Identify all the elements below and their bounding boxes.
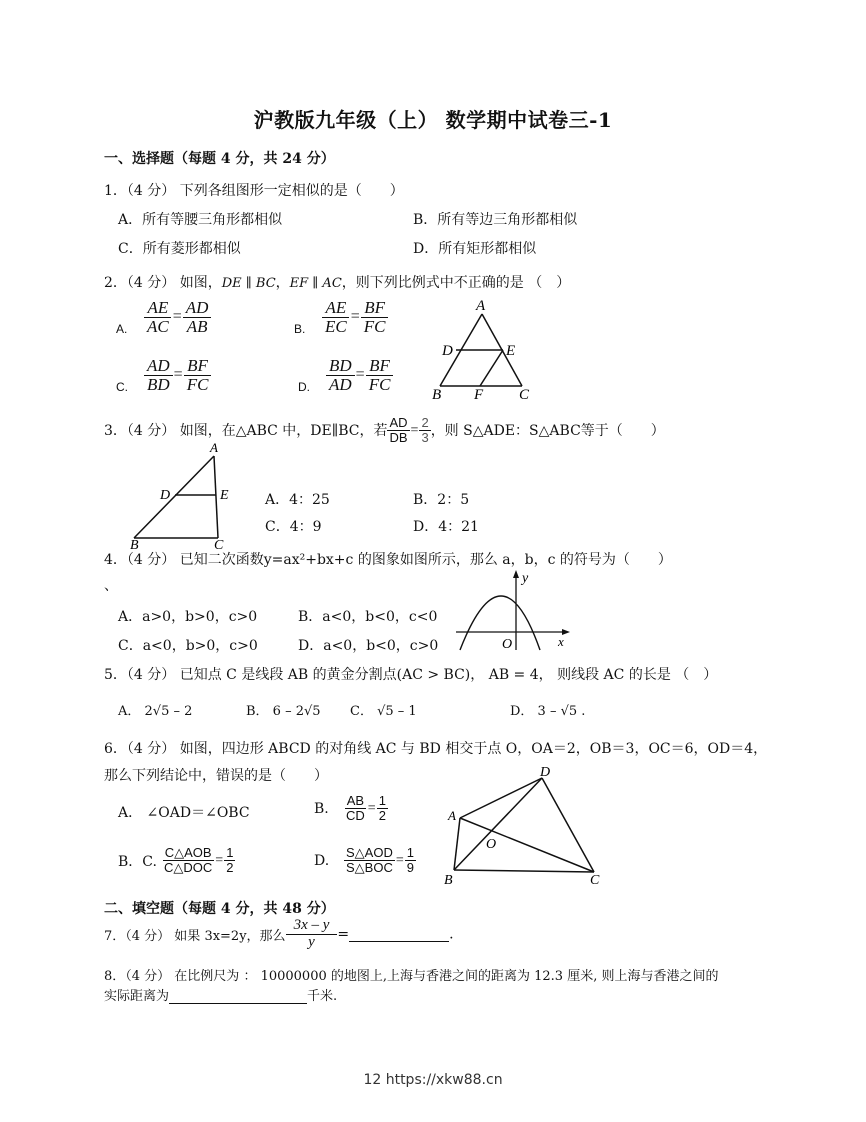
numerator: AD xyxy=(183,299,212,318)
denominator: 2 xyxy=(226,860,234,876)
question-4-stem: 4．（4 分） 已知二次函数y=ax²+bx+c 的图象如图所示，那么 a，b，c 的符号为（ ） xyxy=(104,552,672,568)
label-c: C xyxy=(519,387,530,402)
denominator: 2 xyxy=(378,808,386,824)
question-3-prefix: 3．（4 分） 如图，在△ABC 中，DE∥BC，若 xyxy=(104,422,388,439)
side-bc xyxy=(454,870,594,872)
side-ab xyxy=(454,818,460,870)
numerator: 1 xyxy=(406,845,414,860)
numerator: BF xyxy=(184,357,211,376)
question-1-option-b: B．所有等边三角形都相似 xyxy=(413,212,578,228)
question-2-prefix: 2．（4 分） 如图， xyxy=(104,275,222,291)
ratio-fraction xyxy=(387,416,409,446)
denominator: C△DOC xyxy=(164,860,213,876)
question-6-option-c xyxy=(118,846,235,876)
question-2-stem: 2．（4 分） 如图，DE ∥ BC，EF ∥ AC，则下列比例式中不正确的是 （ ） xyxy=(104,275,571,291)
fraction xyxy=(286,918,338,951)
segment-ef xyxy=(480,350,503,386)
label-f: F xyxy=(474,387,484,402)
question-5-option-c: C． √5 – 1 xyxy=(350,704,417,719)
label-a: A xyxy=(210,440,218,455)
question-8-line-2 xyxy=(104,985,337,1004)
diagonal-ac xyxy=(460,818,594,872)
fraction xyxy=(344,846,395,876)
question-2-relation-1: DE ∥ BC xyxy=(221,276,276,291)
side-ab xyxy=(134,456,214,538)
question-5-option-a: A． 2√5 – 2 xyxy=(118,704,193,719)
fraction xyxy=(326,357,355,394)
fraction xyxy=(144,299,172,336)
answer-blank[interactable] xyxy=(349,917,449,942)
label-origin: O xyxy=(502,637,513,652)
label-c: C xyxy=(590,873,600,888)
question-7-prefix: 7．（4 分） 如果 3x=2y，那么 xyxy=(104,928,286,944)
question-3-option-d: D．4：21 xyxy=(413,519,479,535)
denominator: 9 xyxy=(406,860,414,876)
question-3-option-c: C．4：9 xyxy=(265,519,322,535)
side-ac xyxy=(214,456,218,538)
numerator: AD xyxy=(144,357,173,376)
answer-blank[interactable] xyxy=(169,987,307,1004)
question-8-line-1: 8．（4 分） 在比例尺为 ： 10000000 的地图上,上海与香港之间的距离为 12.3 厘米, 则上海与香港之间的 xyxy=(104,969,719,984)
section-heading-choice: 一、选择题（每题 4 分，共 24 分） xyxy=(104,151,335,167)
numerator: 2 xyxy=(421,415,429,430)
question-6-option-b xyxy=(314,794,388,824)
period: . xyxy=(449,926,454,943)
question-4-option-b: B．a<0，b<0，c<0 xyxy=(298,609,438,625)
fraction xyxy=(183,299,212,336)
equals-sign: = xyxy=(215,852,224,868)
denominator: FC xyxy=(186,374,209,394)
question-3-triangle-figure xyxy=(126,440,236,550)
numerator: BF xyxy=(361,299,388,318)
page-footer: 12 https://xkw88.cn xyxy=(363,1072,503,1088)
label-b: B xyxy=(444,873,453,888)
equals-sign: = xyxy=(395,852,404,868)
question-4-mark: 、 xyxy=(104,578,118,594)
equals-sign: = xyxy=(173,366,183,384)
option-label: B. xyxy=(314,800,329,817)
question-5-option-d: D． 3 – √5 . xyxy=(510,704,586,719)
question-3-option-b: B．2：5 xyxy=(413,492,470,508)
numerator: 1 xyxy=(378,793,386,808)
label-x: x xyxy=(558,634,564,649)
denominator: DB xyxy=(389,430,408,446)
denominator: AB xyxy=(186,316,208,336)
numerator: S△AOD xyxy=(346,845,393,860)
question-2-option-c xyxy=(116,357,211,394)
denominator: S△BOC xyxy=(346,860,393,876)
fraction xyxy=(322,299,350,336)
fraction xyxy=(224,846,235,876)
denominator: FC xyxy=(368,374,391,394)
question-2-option-a xyxy=(116,299,211,336)
question-6-quadrilateral-figure xyxy=(436,762,612,890)
parabola-curve xyxy=(460,596,540,650)
label-o: O xyxy=(486,837,497,852)
question-1-option-a: A．所有等腰三角形都相似 xyxy=(118,212,283,228)
fraction xyxy=(162,846,214,876)
page-title: 沪教版九年级（上） 数学期中试卷三-1 xyxy=(253,108,613,132)
question-4-option-c: C．a<0，b>0，c>0 xyxy=(118,638,258,654)
question-3-suffix: ，则 S△ADE：S△ABC等于（ ） xyxy=(430,422,665,439)
numerator: AB xyxy=(346,793,365,808)
y-axis-arrow-icon xyxy=(513,570,519,578)
numerator: AE xyxy=(144,299,171,318)
option-label: B. xyxy=(294,321,306,336)
label-e: E xyxy=(506,343,516,359)
label-d: D xyxy=(442,343,453,359)
diagonal-bd xyxy=(454,778,542,870)
question-4-parabola-figure xyxy=(452,568,580,652)
equals-sign: = xyxy=(355,366,365,384)
question-6-line-1: 6．（4 分） 如图，四边形 ABCD 的对角线 AC 与 BD 相交于点 O，OA＝2，OB＝3，OC＝6，OD＝4， xyxy=(104,741,768,757)
equals-sign: = xyxy=(350,308,360,326)
question-5-option-b: B． 6 – 2√5 xyxy=(246,704,321,719)
numerator: 1 xyxy=(226,845,234,860)
denominator: FC xyxy=(363,316,386,336)
question-6-line-2: 那么下列结论中，错误的是（ ） xyxy=(104,768,328,784)
denominator: AC xyxy=(147,316,169,336)
question-6-option-a: A． ∠OAD＝∠OBC xyxy=(118,805,250,821)
denominator: CD xyxy=(346,808,365,824)
question-5-stem: 5．（4 分） 已知点 C 是线段 AB 的黄金分割点(AC > BC)， AB = 4， 则线段 AC 的长是 （ ） xyxy=(104,667,718,683)
option-label: D. xyxy=(298,379,310,394)
denominator: y xyxy=(308,933,315,950)
question-2-suffix: ，则下列比例式中不正确的是 （ ） xyxy=(341,275,571,291)
equals-sign: = xyxy=(337,926,350,943)
question-4-option-d: D．a<0，b<0，c>0 xyxy=(298,638,439,654)
question-6-option-d xyxy=(314,846,416,876)
value-fraction xyxy=(419,416,430,446)
option-label: A. xyxy=(116,321,128,336)
option-label: B．C. xyxy=(118,853,157,870)
equals-sign: = xyxy=(367,800,376,816)
label-d: D xyxy=(540,765,551,780)
label-y: y xyxy=(522,571,529,586)
numerator: BD xyxy=(326,357,355,376)
side-dc xyxy=(542,778,594,872)
denominator: EC xyxy=(325,316,347,336)
question-2-option-b xyxy=(294,299,389,336)
label-e: E xyxy=(220,488,229,503)
fraction xyxy=(366,357,394,394)
question-1-option-c: C．所有菱形都相似 xyxy=(118,241,241,257)
fraction xyxy=(184,357,212,394)
label-b: B xyxy=(432,387,442,402)
fraction xyxy=(344,794,367,824)
option-label: C. xyxy=(116,379,128,394)
question-1-option-d: D．所有矩形都相似 xyxy=(413,241,537,257)
question-8-suffix: 千米. xyxy=(307,989,338,1004)
fraction xyxy=(377,794,388,824)
side-ad xyxy=(460,778,542,818)
question-4-option-a: A．a>0，b>0，c>0 xyxy=(118,609,258,625)
fraction xyxy=(144,357,173,394)
question-2-relation-2: EF ∥ AC xyxy=(289,276,342,291)
fraction xyxy=(405,846,416,876)
fraction xyxy=(361,299,389,336)
label-a: A xyxy=(448,808,456,823)
equals-sign: = xyxy=(410,422,419,438)
denominator: 3 xyxy=(421,430,429,446)
equals-sign: = xyxy=(172,308,182,326)
option-label: D. xyxy=(314,852,330,869)
question-2-option-d xyxy=(298,357,393,394)
denominator: BD xyxy=(147,374,170,394)
label-c: C xyxy=(214,538,224,550)
label-a: A xyxy=(476,298,486,314)
question-2-triangle-figure xyxy=(428,296,538,402)
section-heading-fill-in: 二、填空题（每题 4 分，共 48 分） xyxy=(104,901,335,917)
numerator: AE xyxy=(322,299,349,318)
question-8-prefix: 实际距离为 xyxy=(104,989,170,1004)
numerator: 3x – y xyxy=(286,918,338,935)
question-3-option-a: A．4：25 xyxy=(265,492,330,508)
numerator: AD xyxy=(389,415,408,430)
numerator: C△AOB xyxy=(164,845,212,860)
label-b: B xyxy=(130,538,139,550)
denominator: AD xyxy=(329,374,352,394)
question-1-stem: 1．（4 分） 下列各组图形一定相似的是（ ） xyxy=(104,183,404,199)
numerator: BF xyxy=(366,357,393,376)
question-7 xyxy=(104,918,454,951)
label-d: D xyxy=(160,488,171,503)
